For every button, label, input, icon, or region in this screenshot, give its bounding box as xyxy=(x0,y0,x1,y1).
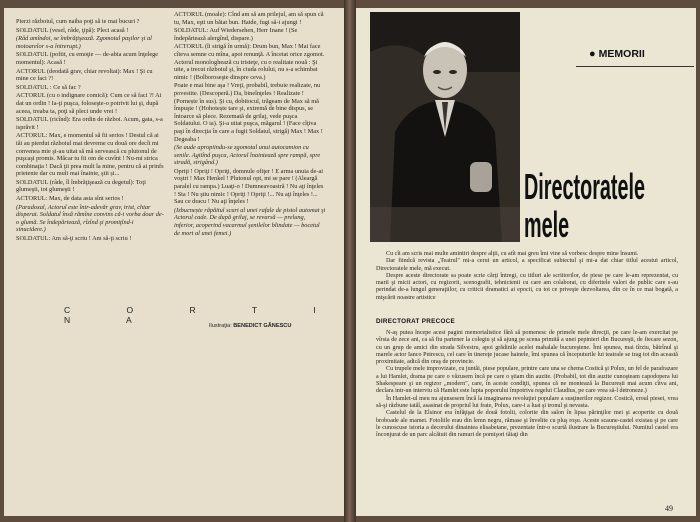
right-page xyxy=(356,8,696,516)
bullet-icon: ● xyxy=(589,48,596,60)
illustration-credit xyxy=(209,323,291,329)
stage-direction: (Râd amîndoi, se îmbrăţişează. Zgomotul paşilor şi al motoarelor s-a întrerupt.) xyxy=(16,35,152,50)
article-intro xyxy=(376,251,678,302)
article-paragraph: Despre aceste directorate sa poate scrie cărţi întregi, cu titluri ale scriitorilor, de piese pe care le-am reprezentat, cu marii şi micii actori, cu regizorii, scenografii, tehnicienii cu care am colaborat, cu diferitele valori de public care s-au perindat de-a lungul generaţiilor, cu criticii dramatici ai epocii, cu tot ce priveşte dezvoltarea, din ce în ce mai bogată, a mişcării noastre artistice xyxy=(376,272,678,301)
article-paragraph: Dar fiindcă revista „Teatrul" mi-a cerut un articol, a specificat subiectul şi mi-a dat chiar titlul acestui articol, Directoratele mele, mă execut. xyxy=(376,258,678,272)
dialogue-line: Poate e mai bine aşa ! Vreţi, probabil, trebuie realizate, nu povestite. (Descoperă.) Da, bineînţeles ! Realizate ! (Pornește în sus). Şi cu, dobitocul, trăgeam de Max să mă împuşte ! (Hohotește tare şi, extremă de bine dispus, se întoarce să plece. Rezemată de grilaj, vede puşca Soldatului. O ia). Şi-a uitat puşca, măgarul ! (Face cîţiva paşi în direcţia în care a fugit Soldatul, strigă) Max ! Max ! Degeaba ! xyxy=(174,82,323,143)
article-body xyxy=(376,330,678,439)
section-label-text: MEMORII xyxy=(598,48,645,60)
left-page xyxy=(4,8,344,516)
dialogue-line: SOLDATUL (ricînd): Era ordin de război. Acum, gata, s-a isprăvit ! xyxy=(16,116,163,131)
stage-direction: (Izbucnește răpăitul scurt al unei rafale de pistol automat şi Actorul cade. De după grilaj, se revarsă — prelung, inferior, acoperind vacarmul şenilelor blindate — bocetul de mort al unei femei.) xyxy=(174,206,326,237)
dialogue-line: Pierzi războiul, cum naiba poţi să te mai bucuri ? xyxy=(16,18,140,25)
dialogue-line: ACTORUL (îi strigă în urmă): Drum bun, Max ! Mai face cîteva semne cu mîna, apoi renunţă. A încetat orice zgomot. Actorul monologhează cu tristeţe, cu o realitate nouă : Şi uite, a trecut războiul şi, în ciuda rolului, nu s-a schimbat nimic ! (Bolboroseşte dinspre ceva.) xyxy=(174,43,325,81)
dialogue-line: SOLDATUL: Auf Wiedersehen, Herr Inane ! (Se îndepărtează alergînd, dispare.) xyxy=(174,27,298,42)
dialogue-line: ACTORUL: Max, de data asta sînt serios ! xyxy=(16,195,124,203)
article-paragraph: Cu cît am scris mai multe amintiri despre alţii, cu atît mai greu îmi vine să vorbesc despre mine însumi. xyxy=(386,251,639,257)
stage-direction: (Paradoxal, Actorul este într-adevăr grav, trist, chiar disperat. Soldatul însă rămîne convins că-i vorba doar de-o glumă. Se îndepărtează, rîzînd şi promiţînd-i sinucidere.) xyxy=(16,203,164,234)
author-portrait-image xyxy=(370,12,520,242)
dialogue-line: SOLDATUL: Am să-ţi scriu ! Am să-ţi scriu ! xyxy=(16,235,132,243)
left-column-1 xyxy=(16,18,164,244)
dialogue-line: SOLDATUL (râde, îl îmbrăţişează cu degetul): Toţi glumeşti, tot glumeşti ! xyxy=(16,178,146,194)
illustration-credit-label: Ilustraţia: xyxy=(209,323,232,329)
article-paragraph: Cu trupele mele improvizate, cu juntăi, piese populare, printre care una se chema Costică şi Polux, un fel de parafrazare a lui Hamlet, drama pe care o văzusem încă pe care o ştiam din auzite. (Probabil, tot din auzite cunoşteam capodopera lui Shakespeare şi un regizor „modern", care, în aceste condiţii, spunea că ne montează la București mai acum cîtva ani, declara intr-un interviu că Hamlet este lupta poporului împotriva regelui Claudius, pe care vrea să-l detroneze.) xyxy=(376,366,678,395)
stage-direction: (Se aude apropiindu-se zgomotul unui autocamion cu senile. Agitînd puşca, Actorul înaintează spre rampă, spre stradă, strigând.) xyxy=(174,144,321,167)
article-paragraph: N-aş putea începe acest pagini memorialistice fără să pomenesc de primele mele direcţii, pe care le-am exercitat pe vîrsta de zece ani, ca să fiu partener la colegiu şi să ajung pe scena primită a unei pepinieri din Bucureşti, de fiecare sezon, cu un grup de amici din strada Silvestru, apoi grădinile acelei mahalale bucureştene. Îmi spunea, mai tîrziu, bătrînul şi marele actor Ianco Petrescu, cel care în tinereţe jucase hainele, îmi spunea că începuturile lui teatrale se trag tot din această proximitate, adică din oraş de provincie. xyxy=(376,330,678,366)
section-rule xyxy=(576,66,694,67)
dialogue-line: ACTORUL: Max, e momentul să fii serios ! Destul că ai tăi au pierdut războiul mai devreme cu două ore decît mi convenea mie şi-au uitat să mă servească cu plutonul de puşcaşi promis. Măcar tu fii om de cuvînt ! Nu-mi strica combinaţia ! Dacă ţii prea mult la mine, pentru că ai prinfs prietenie dar cu mult mai înainte, ştii și... xyxy=(16,132,164,178)
article-title: Directoratele mele xyxy=(524,166,646,245)
dialogue-line: SOLDATUL : Ce să fac ? xyxy=(16,83,81,91)
cortina-label: C O R T I N A xyxy=(64,305,343,325)
dialogue-line: SOLDATUL (poftit, cu emoţie — de-abia acum înţelege momentul): Acasă ! xyxy=(16,51,159,66)
dialogue-line: ACTORUL (deodată grav, chiar revoltat): Max ! Şi cu mine ce faci ?! xyxy=(16,67,153,83)
illustration-credit-name: BENEDICT GĂNESCU xyxy=(233,323,292,329)
page-number: 49 xyxy=(665,504,673,513)
dialogue-line: SOLDATUL (vesel, râde, ţipă): Pleci acasă ! xyxy=(16,26,129,34)
section-label xyxy=(589,48,645,60)
dialogue-line: ACTORUL (cu o indignare comică): Cum ce să faci ?! Ai dat un ordin ! Ia-ţi puşca, foloseşte-o potrivit lui şi, după aceea, treaba ta, poţi să pleci unde vrei ! xyxy=(16,92,162,115)
article-paragraph: În Hamlet-ul meu nu ajunsesem încă la imaginarea revoluţiei populare a susţinerilor regizor. Costică, eroul piesei, vrea să-şi răzbune tatăl, asasinat de propriul lui frate, Polux, care-i a luat şi tronul şi nevasta. xyxy=(376,395,678,409)
author-photo xyxy=(370,12,520,242)
dialogue-line: Opriţi ! Opriţi ! Opriţi, domnule ofiţer ! E arma unuia de-ai voştri ! Max Henkel ! Plutonul opt, mi se pare ! (Aleargă paralel cu rampa.) Luaţi-o ! Dumneavoastră ! Nu aţi înţeles ! Sta ! Nu ştiu nimic ! Opriţi ! Opriţi !... Nu aţi înţeles !... Sau ce dracu ! Nu aţi înţeles ! xyxy=(174,167,324,206)
book-gutter xyxy=(344,0,356,522)
dialogue-line: ACTORUL (moale): Cînd am să am prilejul, am să spun că tu, Max, eşti un băiat bun. Haide, fugi să-i ajungi ! xyxy=(174,11,324,26)
subheading: DIRECTORAT PRECOCE xyxy=(376,318,455,325)
left-column-2 xyxy=(174,11,326,238)
article-paragraph: Castelul de la Elsinor era înfăţişat de două fotolii, colorite din salon în lipsa părinţilor mei şi acoperite cu două broboade ale mamei. Fotoliile erau din lemn negru, rămase şi învelite cu pluş roşu. Aceste scaune-castel existau şi pe care le cunoscuse istoria a decorului dinaintea elisabetane, prezentate într-o scurtă ilustrare la Bucureştiului. Numitul castel era înconjurat de un parc alcătuit din ramuri de pomişori tăiaţi din xyxy=(376,410,678,439)
